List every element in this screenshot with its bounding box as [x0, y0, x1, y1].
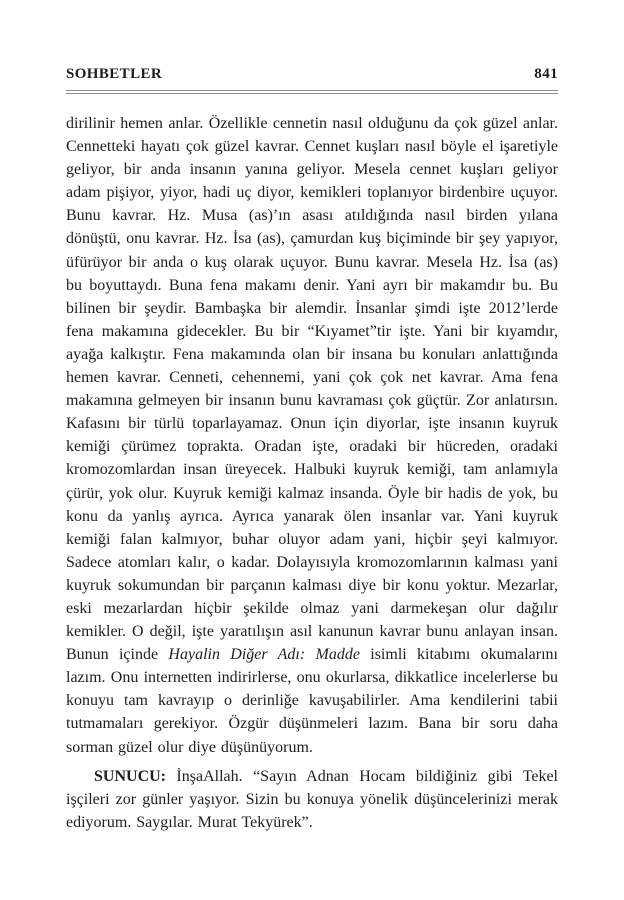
paragraph-main-text-after-title: isimli kitabımı okumalarını lazım. Onu internetten indirirlerse, onu okurlarsa, dikkatlice incelerlerse bu konuyu tam kavrayıp o derinliğe kavuşabilirler. Ama kendilerini tabii tutmamaları gerekiyor. Özgür düşünmeleri lazım. Bana bir soru daha sorman güzel olur diye düşünüyorum. — [66, 646, 558, 756]
page-body-text — [66, 112, 558, 834]
paragraph-main — [66, 112, 558, 759]
paragraph-host-question — [66, 765, 558, 834]
running-header — [66, 66, 558, 83]
book-title: Hayalin Diğer Adı: Madde — [168, 646, 360, 664]
page-number: 841 — [534, 66, 558, 82]
paragraph-main-text-before-title: dirilinir hemen anlar. Özellikle cennetin nasıl olduğunu da çok güzel anlar. Cennetteki hayatı çok güzel kavrar. Cennet kuşları nasıl böyle el işaretiyle geliyor, bir anda insanın yanına geliyor. Mesela cennet kuşları geliyor adam pişiyor, yiyor, hadi uç diyor, kemikleri toplanıyor birdenbire uçuyor. Bunu kavrar. Hz. Musa (as)’ın asası atıldığında nasıl birden yılana dönüştü, onu kavrar. Hz. İsa (as), çamurdan kuş biçiminde bir şey yapıyor, üfürüyor bir anda o kuş olarak uçuyor. Bunu kavrar. Mesela Hz. İsa (as) bu boyuttaydı. Buna fena makamı denir. Yani ayrı bir makamdır bu. Bu bilinen bir şeydir. Bambaşka bir alemdir. İnsanlar şimdi işte 2012’lerde fena makamına gidecekler. Bu bir “Kıyamet”tir işte. Yani bir kıyamdır, ayağa kalkıştır. Fena makamında olan bir insana bu konuları anlattığında hemen kavrar. Cenneti, cehennemi, yani çok çok net kavrar. Ama fena makamına gelmeyen bir insanın bunu kavraması çok güçtür. Zor anlatırsın. Kafasını bir türlü toparlayamaz. Onun için diyorlar, işte insanın kuyruk kemiği çürümez toprakta. Oradan işte, oradaki bir hücreden, oradaki kromozomlardan insan üreyecek. Halbuki kuyruk kemiği, tam anlamıyla çürür, yok olur. Kuyruk kemiği kalmaz insanda. Öyle bir hadis de yok, bu konu da yanlış ayrıca. Ayrıca yanarak ölen insanlar var. Yani kuyruk kemiği falan kalmıyor, buhar oluyor adam yani, hiçbir şeyi kalmıyor. Sadece atomları kalır, o kadar. Dolayısıyla kromozomlarının kalması yani kuyruk sokumundan bir parçanın kalması diye bir konu yoktur. Mezarlar, eski mezarlardan hiçbir şekilde olmaz yani darmekeşan olur dağılır kemikler. O değil, işte yaratılışın asıl kanunun kavrar bunu anlayan insan. Bunun içinde — [66, 115, 558, 664]
paragraph-host-question-text: İnşaAllah. “Sayın Adnan Hocam bildiğiniz gibi Tekel işçileri zor günler yaşıyor. Sizin bu konuya yönelik düşüncelerinizi merak ediyorum. Saygılar. Murat Tekyürek”. — [66, 767, 558, 831]
running-header-title: SOHBETLER — [66, 66, 163, 82]
header-rule — [66, 90, 558, 94]
speaker-label: SUNUCU: — [94, 767, 166, 785]
